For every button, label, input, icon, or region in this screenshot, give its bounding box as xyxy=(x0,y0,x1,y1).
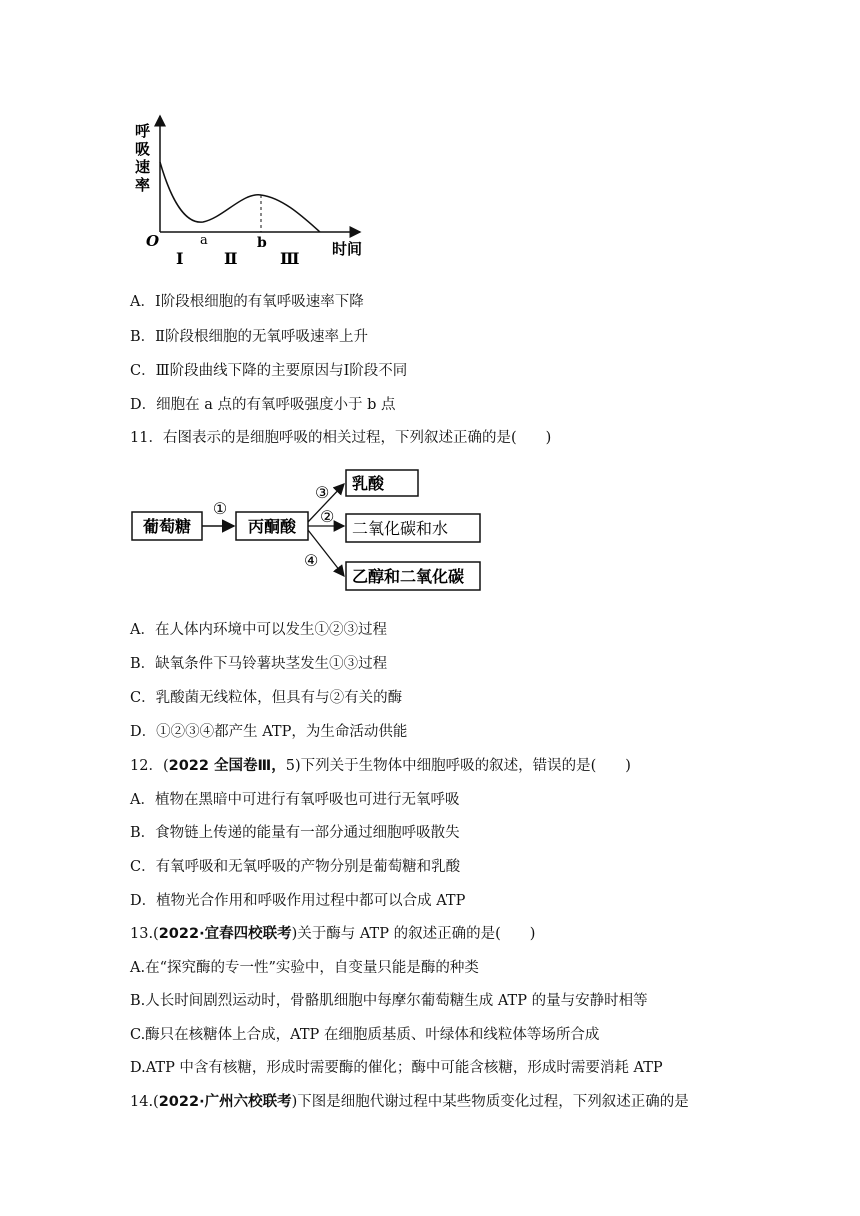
q13-source: 2022·宜春四校联考 xyxy=(158,926,292,942)
x-label: 时间 xyxy=(332,240,363,258)
respiration-flow-diagram xyxy=(128,462,488,594)
point-b-label: b xyxy=(257,235,267,251)
stage-1-label: Ⅰ xyxy=(176,249,184,268)
q14-source: 2022·广州六校联考 xyxy=(158,1094,292,1110)
q12-option-a: A．植物在黑暗中可进行有氧呼吸也可进行无氧呼吸 xyxy=(130,792,460,808)
q11-option-a: A．在人体内环境中可以发生①②③过程 xyxy=(130,622,387,638)
stage-2-label: Ⅱ xyxy=(224,249,238,268)
lactic-acid-label: 乳酸 xyxy=(352,474,385,493)
y-label-4: 率 xyxy=(135,176,151,194)
step1-label: ① xyxy=(212,499,228,518)
respiration-rate-graph xyxy=(128,112,378,272)
q12-stem xyxy=(130,756,631,776)
q13-stem-text: )关于酶与 ATP 的叙述正确的是( ) xyxy=(291,926,536,942)
q12-option-c: C．有氧呼吸和无氧呼吸的产物分别是葡萄糖和乳酸 xyxy=(130,859,461,875)
step4-label: ④ xyxy=(304,551,319,570)
q11-option-b: B．缺氧条件下马铃薯块茎发生①③过程 xyxy=(130,656,388,672)
ethanol-co2-label: 乙醇和二氧化碳 xyxy=(352,567,465,586)
q14-stem xyxy=(130,1092,689,1112)
step3-label: ③ xyxy=(315,483,330,502)
y-label-3: 速 xyxy=(135,158,151,176)
q12-option-b: B．食物链上传递的能量有一部分通过细胞呼吸散失 xyxy=(130,825,460,841)
stage-3-label: Ⅲ xyxy=(280,249,300,268)
co2-water-label: 二氧化碳和水 xyxy=(352,519,449,538)
q12-option-d: D．植物光合作用和呼吸作用过程中都可以合成 ATP xyxy=(130,893,466,909)
pyruvate-label: 丙酮酸 xyxy=(247,517,297,536)
q13-option-b: B.人长时间剧烈运动时，骨骼肌细胞中每摩尔葡萄糖生成 ATP 的量与安静时相等 xyxy=(130,993,648,1009)
y-label-1: 呼 xyxy=(135,122,151,140)
point-a-label: a xyxy=(200,233,208,248)
rate-curve xyxy=(160,162,320,232)
q13-stem xyxy=(130,924,535,944)
q10-option-c: C．Ⅲ阶段曲线下降的主要原因与Ⅰ阶段不同 xyxy=(130,363,408,379)
q13-number: 13.( xyxy=(130,926,159,942)
q11-option-d: D．①②③④都产生 ATP，为生命活动供能 xyxy=(130,724,408,740)
q14-stem-text: )下图是细胞代谢过程中某些物质变化过程，下列叙述正确的是 xyxy=(291,1094,689,1110)
q12-number: 12．( xyxy=(130,758,169,774)
q13-option-d: D.ATP 中含有核糖，形成时需要酶的催化；酶中可能含核糖，形成时需要消耗 ATP xyxy=(130,1060,663,1076)
glucose-label: 葡萄糖 xyxy=(142,517,192,536)
q13-option-a: A.在“探究酶的专一性”实验中，自变量只能是酶的种类 xyxy=(130,960,479,976)
origin-label: O xyxy=(146,232,160,250)
q10-option-b: B．Ⅱ阶段根细胞的无氧呼吸速率上升 xyxy=(130,329,369,345)
y-label-2: 吸 xyxy=(135,140,151,158)
q10-option-a: A．Ⅰ阶段根细胞的有氧呼吸速率下降 xyxy=(130,294,364,310)
q12-stem-text: 5)下列关于生物体中细胞呼吸的叙述，错误的是( ) xyxy=(285,758,631,774)
q12-source: 2022 全国卷Ⅲ， xyxy=(168,758,286,774)
step2-label: ② xyxy=(320,507,335,526)
q14-number: 14.( xyxy=(130,1094,159,1110)
q10-option-d: D．细胞在 a 点的有氧呼吸强度小于 b 点 xyxy=(130,397,396,413)
q13-option-c: C.酶只在核糖体上合成，ATP 在细胞质基质、叶绿体和线粒体等场所合成 xyxy=(130,1027,600,1043)
q11-option-c: C．乳酸菌无线粒体，但具有与②有关的酶 xyxy=(130,690,403,706)
q11-stem: 11．右图表示的是细胞呼吸的相关过程，下列叙述正确的是( ) xyxy=(130,430,552,446)
